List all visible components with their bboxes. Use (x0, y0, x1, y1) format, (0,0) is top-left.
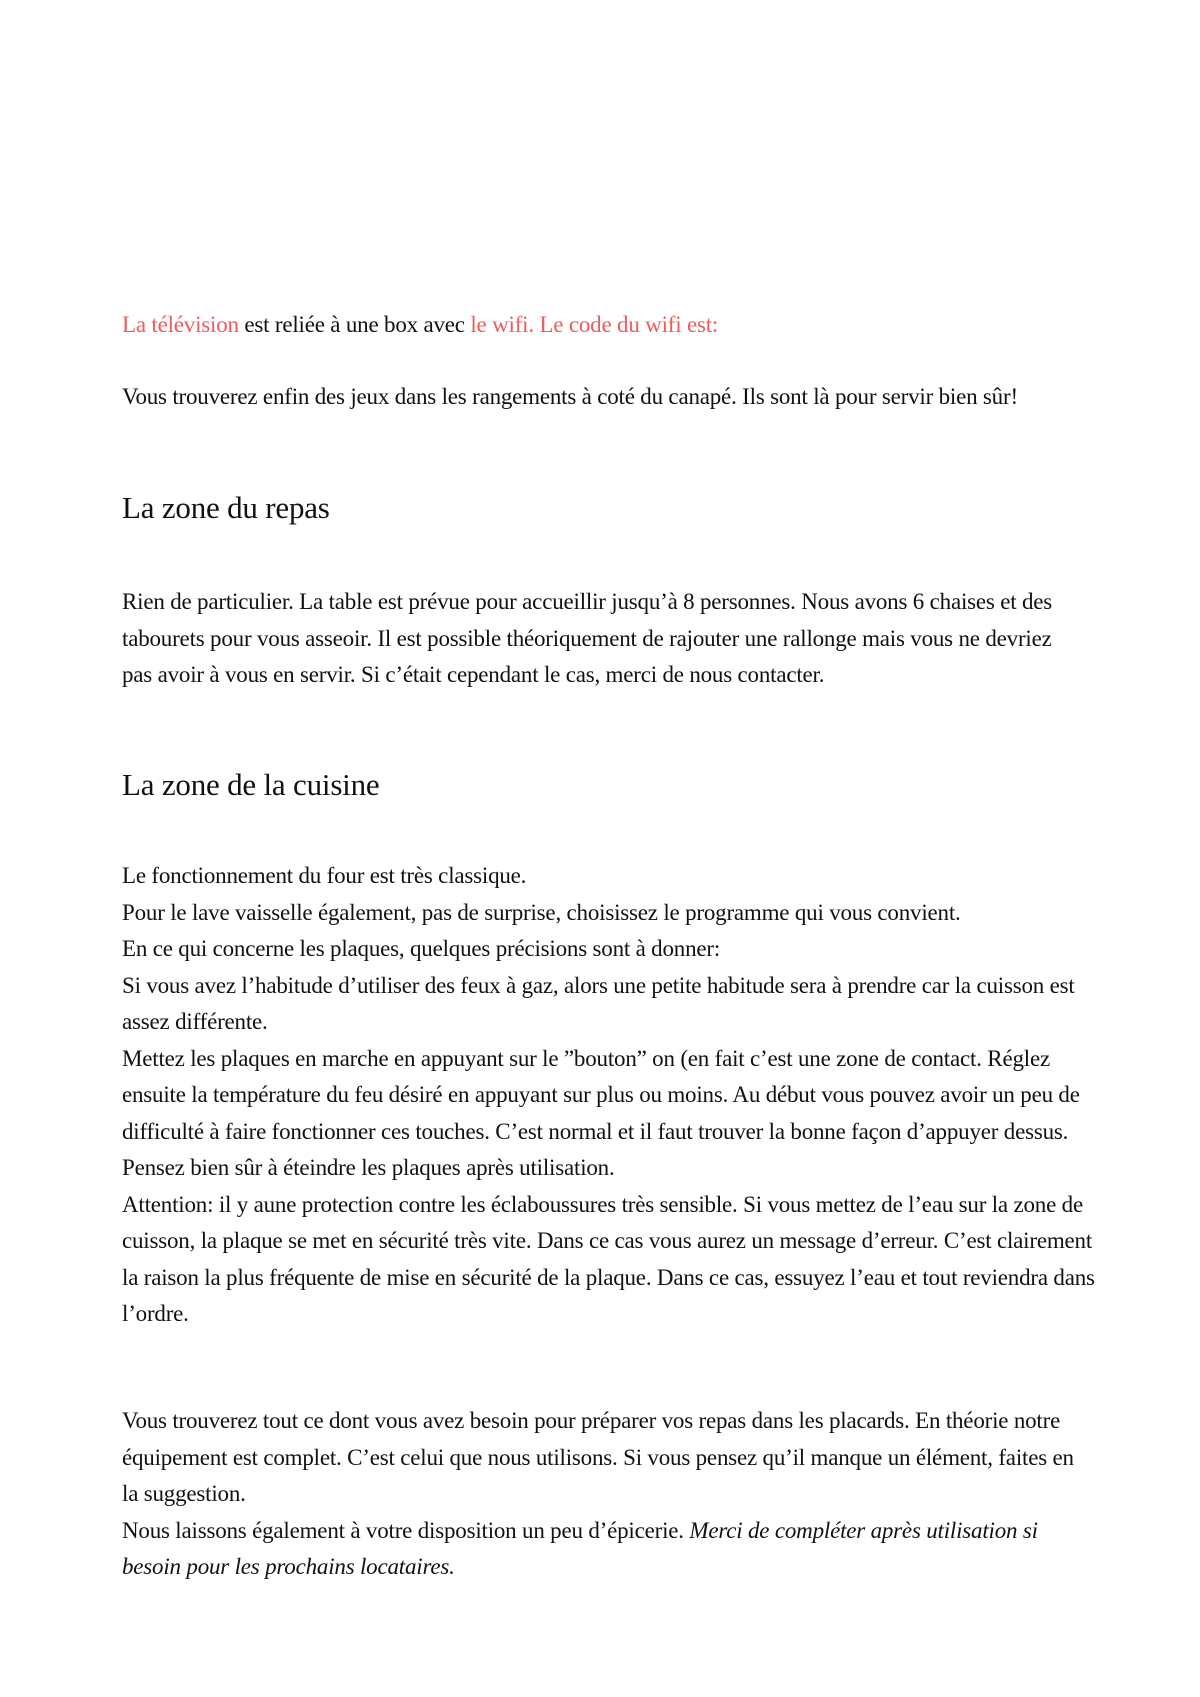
cuisine-line-plaques-intro: En ce qui concerne les plaques, quelques précisions sont à donner: (122, 936, 721, 961)
tv-text: est reliée à une box avec (238, 312, 471, 337)
section-title-cuisine: La zone de la cuisine (122, 767, 380, 802)
cuisine-line-four: Le fonctionnement du four est très classique. (122, 863, 527, 888)
cuisine-line-attention: Attention: il y aune protection contre les éclaboussures très sensible. Si vous mettez de l’eau sur la zone de cuisson, la plaque se met en sécurité très vite. Dans ce cas vous aurez un message d’erreur. C’est clairement la raison la plus fréquente de mise en sécurité de la plaque. Dans ce cas, essuyez l’eau et tout reviendra dans l’ordre. (122, 1191, 1095, 1326)
repas-paragraph: Rien de particulier. La table est prévue pour accueillir jusqu’à 8 personnes. Nous avons 6 chaises et des tabourets pour vous asseoir. Il est possible théoriquement de rajouter une rallonge mais vous ne devriez pas avoir à vous en servir. Si c’était cependant le cas, merci de nous contacter. (122, 589, 1053, 687)
section-title-repas: La zone du repas (122, 490, 330, 525)
wifi-highlight: le wifi. Le code du wifi est: (470, 312, 719, 337)
tv-wifi-paragraph (122, 307, 1102, 344)
grocery-paragraph (122, 1513, 1082, 1586)
cuisine-line-gaz: Si vous avez l’habitude d’utiliser des feux à gaz, alors une petite habitude sera à prendre car la cuisson est assez différente. (122, 972, 1075, 1034)
grocery-italic-note: Merci de compléter après utilisation si besoin pour les prochains locataires. (122, 1517, 1038, 1579)
equipment-section (122, 1403, 1082, 1586)
equipment-paragraph: Vous trouverez tout ce dont vous avez besoin pour préparer vos repas dans les placards. En théorie notre équipement est complet. C’est celui que nous utilisons. Si vous pensez qu’il manque un élément, faites en la suggestion. (122, 1408, 1074, 1506)
grocery-text: Nous laissons également à votre disposition un peu d’épicerie. (122, 1517, 690, 1543)
cuisine-line-mise-en-marche: Mettez les plaques en marche en appuyant sur le ”bouton” on (en fait c’est une zone de contact. Réglez ensuite la température du feu désiré en appuyant sur plus ou moins. Au début vous pouvez avoir un peu de difficulté à faire fonctionner ces touches. C’est normal et il faut trouver la bonne façon d’appuyer dessus. (122, 1045, 1080, 1144)
tv-highlight: La télévision (122, 312, 239, 337)
cuisine-instructions (122, 858, 1107, 1333)
games-paragraph: Vous trouverez enfin des jeux dans les rangements à coté du canapé. Ils sont là pour servir bien sûr! (122, 384, 1018, 409)
cuisine-line-lave-vaisselle: Pour le lave vaisselle également, pas de surprise, choisissez le programme qui vous convient. (122, 899, 961, 925)
cuisine-line-eteindre: Pensez bien sûr à éteindre les plaques après utilisation. (122, 1155, 615, 1180)
